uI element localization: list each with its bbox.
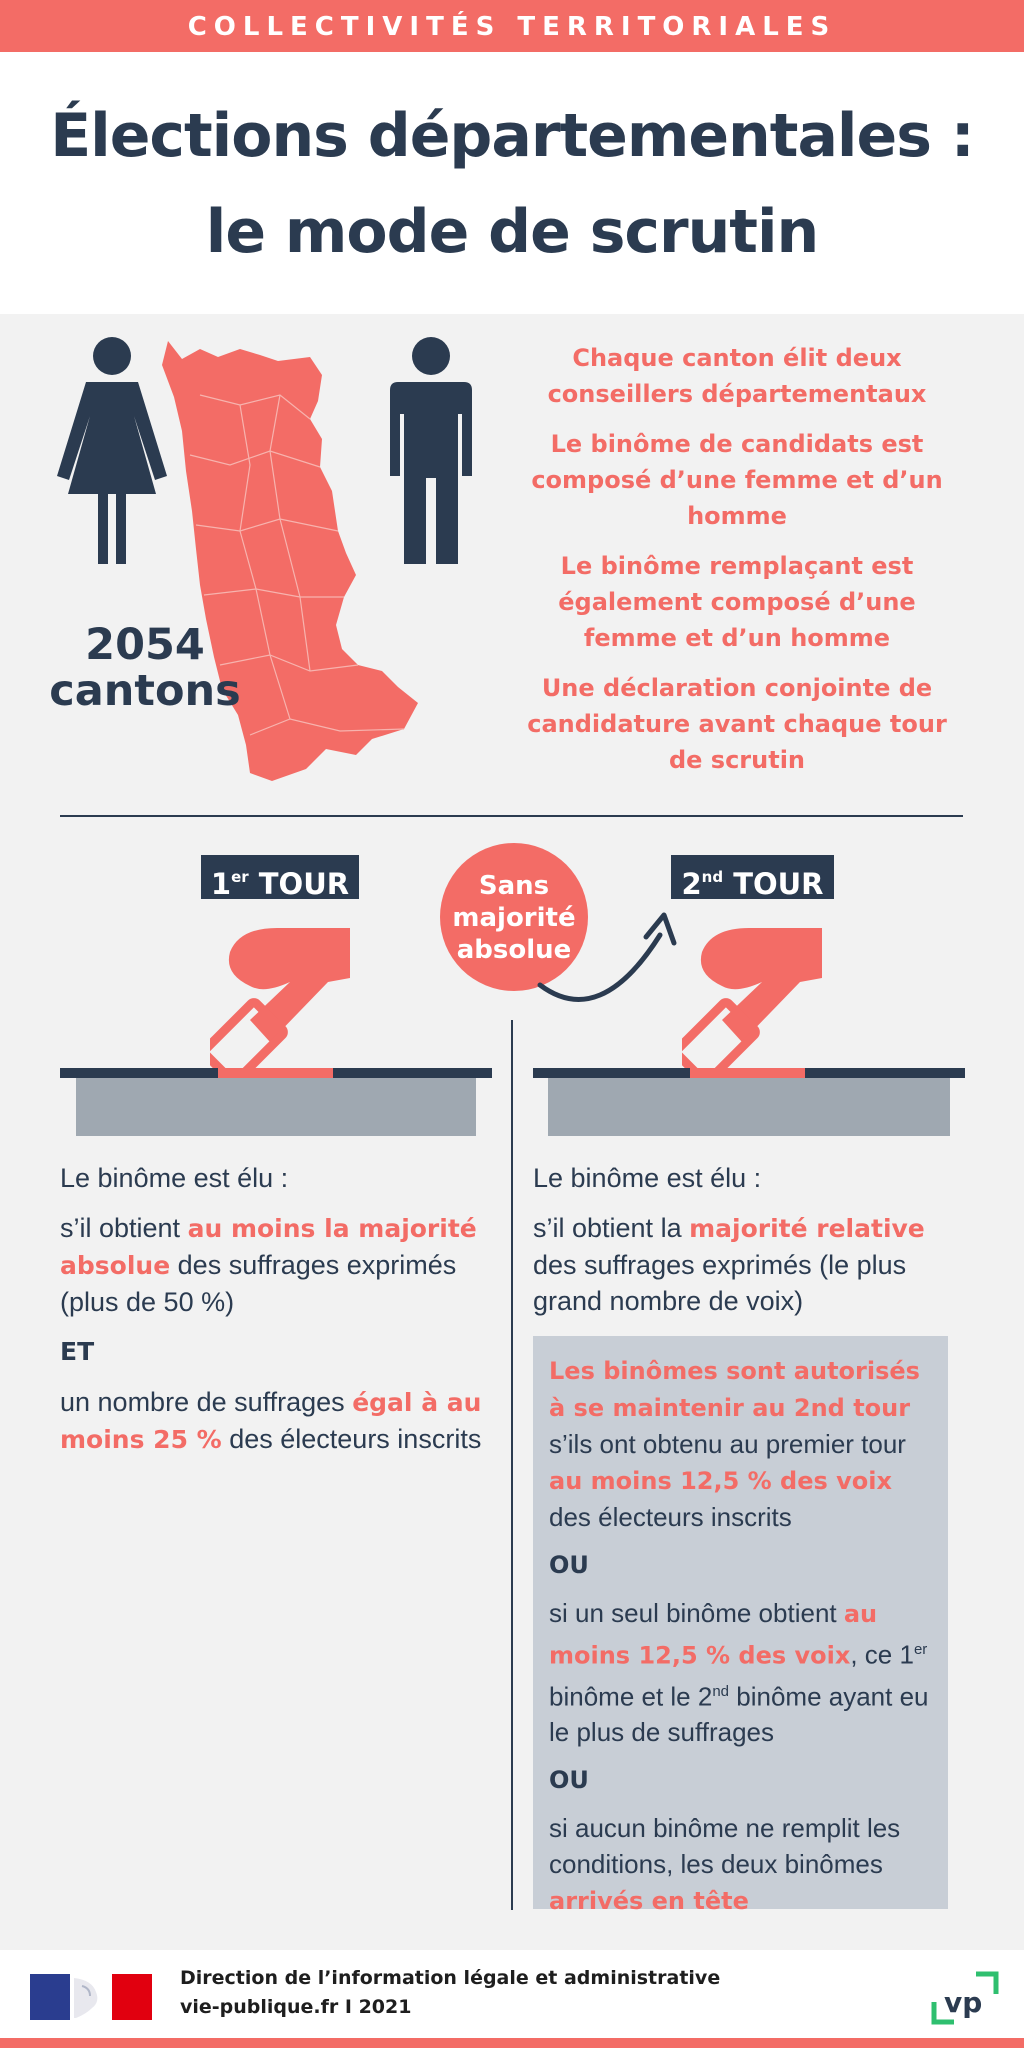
tour2-number: 2 — [681, 867, 702, 901]
vie-publique-logo — [930, 1970, 1000, 2030]
box-paragraph-3 — [549, 1810, 932, 1919]
footer — [0, 1950, 1024, 2048]
tour1-condition-1 — [60, 1210, 500, 1320]
fact-item: Le binôme de candidats est composé d’une femme et d’un homme — [531, 430, 943, 530]
text-span: 1 — [899, 1639, 914, 1670]
tour1-condition-2 — [60, 1384, 500, 1458]
highlight-text: égal à au moins 25 % — [60, 1388, 482, 1454]
second-round-conditions-box — [533, 1336, 948, 1916]
republique-francaise-logo — [30, 1974, 152, 2020]
box-paragraph-2 — [549, 1595, 932, 1750]
text-span: 2 — [697, 1681, 713, 1712]
text-span: s’il obtient — [60, 1213, 188, 1243]
text-span: s’ils ont obtenu au premier tour — [549, 1429, 906, 1459]
highlight-text: au moins la majorité absolue — [60, 1214, 477, 1280]
tour1-intro: Le binôme est élu : — [60, 1163, 289, 1193]
ballot-box-slot-opening — [690, 1068, 805, 1078]
highlight-text: arrivés en tête — [549, 1887, 749, 1916]
tour1-word: TOUR — [248, 867, 350, 901]
footer-organization: Direction de l’information légale et administrative — [180, 1967, 721, 1989]
text-span: des électeurs inscrits — [221, 1424, 482, 1454]
cantons-number: 2054 — [85, 620, 205, 670]
footer-website: vie-publique.fr I 2021 — [180, 1996, 412, 2018]
no-majority-line: Sans — [478, 871, 550, 901]
cantons-label: cantons — [49, 666, 241, 716]
text-span: s’il obtient la — [533, 1213, 690, 1243]
footer-credits — [180, 1964, 720, 2022]
tour2-word: TOUR — [723, 867, 824, 901]
text-span: si aucun binôme ne remplit les conditions, les deux binômes — [549, 1813, 901, 1880]
and-separator: ET — [60, 1337, 95, 1366]
tour2-label — [671, 855, 834, 899]
or-separator: OU — [549, 1766, 589, 1795]
curved-arrow-icon — [530, 905, 690, 1015]
text-span: binôme et le — [549, 1681, 698, 1712]
tour1-suffix: er — [231, 868, 249, 886]
page-title — [0, 52, 1024, 280]
highlight-text: au moins 12,5 % des voix — [549, 1600, 878, 1670]
text-span: des suffrages exprimés (plus de 50 %) — [60, 1250, 457, 1317]
column-divider — [511, 1020, 513, 1910]
text-span: des électeurs inscrits — [549, 1502, 792, 1532]
footer-accent-bar — [0, 2038, 1024, 2048]
or-separator: OU — [549, 1551, 589, 1579]
cantons-count — [40, 622, 250, 714]
fact-item: Une déclaration conjointe de candidature avant chaque tour de scrutin — [527, 674, 947, 774]
section-divider — [60, 815, 963, 817]
ballot-hand-icon — [210, 922, 360, 1072]
fact-item: Chaque canton élit deux conseillers départementaux — [547, 344, 927, 408]
title-block — [0, 52, 1024, 314]
tour2-intro: Le binôme est élu : — [533, 1163, 762, 1193]
title-line-1: Élections départementales : — [50, 101, 974, 171]
fact-item: Le binôme remplaçant est également composé d’une femme et d’un homme — [558, 552, 916, 652]
box-paragraph-1 — [549, 1352, 932, 1535]
highlight-text: majorité relative — [689, 1214, 925, 1243]
text-span: si un seul binôme obtient — [549, 1598, 844, 1628]
text-span: , ce — [850, 1639, 900, 1670]
tour2-rules — [533, 1160, 963, 1333]
ordinal-suffix: nd — [712, 1682, 730, 1700]
vp-logo-text: vp — [944, 1986, 983, 2019]
category-banner — [0, 0, 1024, 52]
ordinal-suffix: er — [913, 1641, 928, 1658]
highlight-text: Les binômes sont autorisés à se maintenir au 2nd tour — [549, 1357, 920, 1422]
no-majority-line: majorité — [452, 903, 576, 933]
woman-icon — [56, 336, 168, 564]
tour1-label — [201, 855, 359, 899]
title-line-2: le mode de scrutin — [205, 197, 819, 267]
facts-list — [520, 340, 954, 792]
text-span: un nombre de suffrages — [60, 1387, 353, 1417]
tour2-condition — [533, 1210, 963, 1319]
tour1-rules — [60, 1160, 500, 1472]
tour1-number: 1 — [210, 867, 232, 901]
no-majority-line: absolue — [456, 935, 572, 965]
highlight-text: au moins 12,5 % des voix — [549, 1467, 892, 1495]
category-label: COLLECTIVITÉS TERRITORIALES — [187, 12, 837, 42]
tour2-suffix: nd — [701, 868, 724, 886]
text-span: binôme ayant eu le plus de suffrages — [549, 1681, 929, 1748]
ballot-box — [548, 1078, 950, 1136]
ballot-box-slot-opening — [218, 1068, 333, 1078]
text-span: des suffrages exprimés (le plus grand nombre de voix) — [533, 1250, 907, 1316]
ballot-box — [76, 1078, 476, 1136]
ballot-hand-icon — [682, 922, 832, 1072]
